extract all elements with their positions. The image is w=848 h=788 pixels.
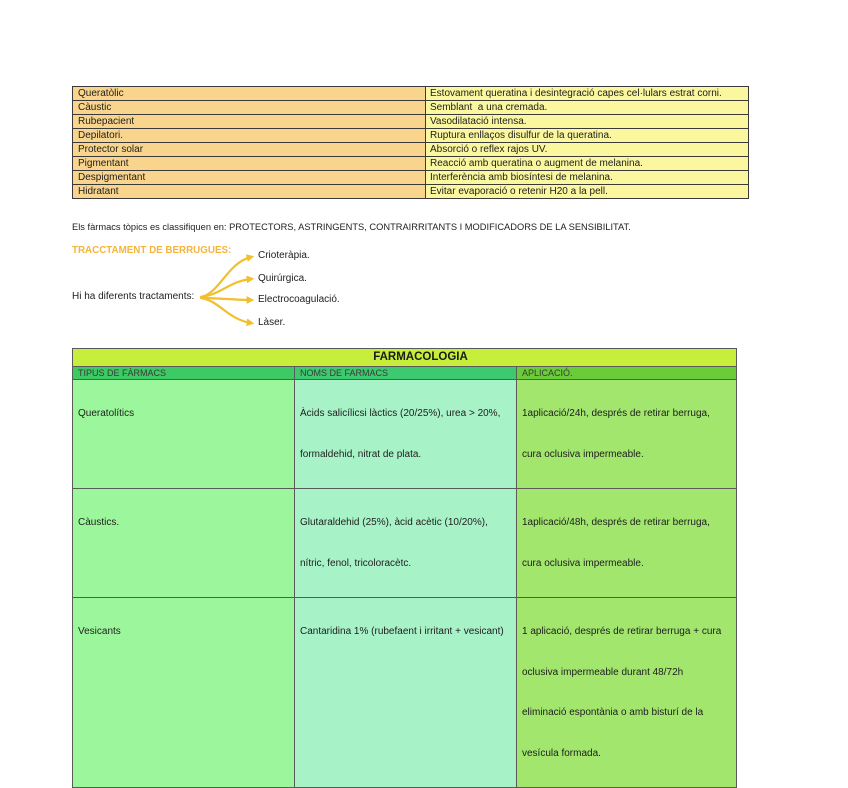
cell-line: 1aplicació/48h, després de retirar berruga, bbox=[522, 517, 710, 528]
properties-row bbox=[73, 115, 749, 129]
property-description: Reacció amb queratina o augment de melanina. bbox=[426, 157, 749, 171]
property-description: Ruptura enllaços disulfur de la queratina. bbox=[426, 129, 749, 143]
cell-line: 1aplicació/24h, després de retirar berruga, bbox=[522, 408, 710, 419]
arrow-to-option-4 bbox=[201, 298, 251, 323]
column-header-names: NOMS DE FARMACS bbox=[295, 367, 517, 380]
property-description: Absorció o reflex rajos UV. bbox=[426, 143, 749, 157]
property-term: Rubepacient bbox=[73, 115, 426, 129]
cell-line: Queratolítics bbox=[78, 408, 135, 419]
application-cell bbox=[517, 489, 737, 598]
drug-type-cell bbox=[73, 489, 295, 598]
properties-table bbox=[72, 86, 749, 199]
property-term: Protector solar bbox=[73, 143, 426, 157]
properties-row bbox=[73, 171, 749, 185]
property-term: Depilatori. bbox=[73, 129, 426, 143]
property-term: Hidratant bbox=[73, 185, 426, 199]
property-term: Queratòlic bbox=[73, 87, 426, 101]
treatment-heading: TRACCTAMENT DE BERRUGUES: bbox=[72, 245, 232, 256]
classification-paragraph: Els fàrmacs tòpics es classifiquen en: PROTECTORS, ASTRINGENTS, CONTRAIRRITANTS I MODIFICADORS DE LA SENSIBILITAT. bbox=[72, 222, 631, 232]
cell-line: oclusiva impermeable durant 48/72h bbox=[522, 666, 684, 678]
property-description: Vasodilatació intensa. bbox=[426, 115, 749, 129]
properties-row bbox=[73, 101, 749, 115]
arrow-to-option-1 bbox=[201, 257, 251, 297]
treatment-intro: Hi ha diferents tractaments: bbox=[72, 291, 195, 302]
treatment-option: Electrocoagulació. bbox=[258, 294, 340, 305]
property-term: Despigmentant bbox=[73, 171, 426, 185]
property-term: Càustic bbox=[73, 101, 426, 115]
pharmacology-row bbox=[73, 598, 737, 788]
properties-row bbox=[73, 157, 749, 171]
drug-names-cell bbox=[295, 489, 517, 598]
treatment-option: Crioteràpia. bbox=[258, 250, 310, 261]
drug-names-cell bbox=[295, 380, 517, 489]
drug-names-cell bbox=[295, 598, 517, 788]
drug-type-cell bbox=[73, 380, 295, 489]
cell-line: cura oclusiva impermeable. bbox=[522, 557, 644, 569]
cell-line: 1 aplicació, després de retirar berruga + cura bbox=[522, 626, 722, 637]
cell-line: formaldehid, nitrat de plata. bbox=[300, 448, 422, 460]
pharmacology-row bbox=[73, 489, 737, 598]
arrow-to-option-2 bbox=[201, 279, 251, 297]
cell-line: cura oclusiva impermeable. bbox=[522, 448, 644, 460]
properties-row bbox=[73, 185, 749, 199]
column-header-application: APLICACIÓ. bbox=[517, 367, 737, 380]
cell-line: Vesicants bbox=[78, 626, 121, 637]
application-cell bbox=[517, 380, 737, 489]
property-description: Evitar evaporació o retenir H20 a la pell. bbox=[426, 185, 749, 199]
pharmacology-header-row bbox=[73, 367, 737, 380]
cell-line: vesícula formada. bbox=[522, 747, 601, 759]
property-description: Semblant a una cremada. bbox=[426, 101, 749, 115]
properties-row bbox=[73, 87, 749, 101]
cell-line: nítric, fenol, tricoloracètc. bbox=[300, 557, 412, 569]
pharmacology-title: FARMACOLOGIA bbox=[73, 349, 737, 367]
pharmacology-table bbox=[72, 348, 737, 788]
treatment-option: Làser. bbox=[258, 317, 286, 328]
cell-line: Àcids salicílicsi làctics (20/25%), urea > 20%, bbox=[300, 408, 501, 419]
pharmacology-row bbox=[73, 380, 737, 489]
cell-line: Cantaridina 1% (rubefaent i irritant + vesicant) bbox=[300, 626, 504, 637]
cell-line: eliminació espontània o amb bisturí de la bbox=[522, 707, 704, 718]
cell-line: Glutaraldehid (25%), àcid acètic (10/20%), bbox=[300, 517, 488, 528]
drug-type-cell bbox=[73, 598, 295, 788]
property-description: Interferència amb biosíntesi de melanina. bbox=[426, 171, 749, 185]
cell-line: Càustics. bbox=[78, 517, 120, 528]
treatment-arrows bbox=[195, 245, 261, 331]
application-cell bbox=[517, 598, 737, 788]
properties-row bbox=[73, 143, 749, 157]
column-header-type: TIPUS DE FÀRMACS bbox=[73, 367, 295, 380]
treatment-option: Quirúrgica. bbox=[258, 273, 307, 284]
property-term: Pigmentant bbox=[73, 157, 426, 171]
properties-row bbox=[73, 129, 749, 143]
property-description: Estovament queratina i desintegració capes cel·lulars estrat corni. bbox=[426, 87, 749, 101]
pharmacology-title-row bbox=[73, 349, 737, 367]
